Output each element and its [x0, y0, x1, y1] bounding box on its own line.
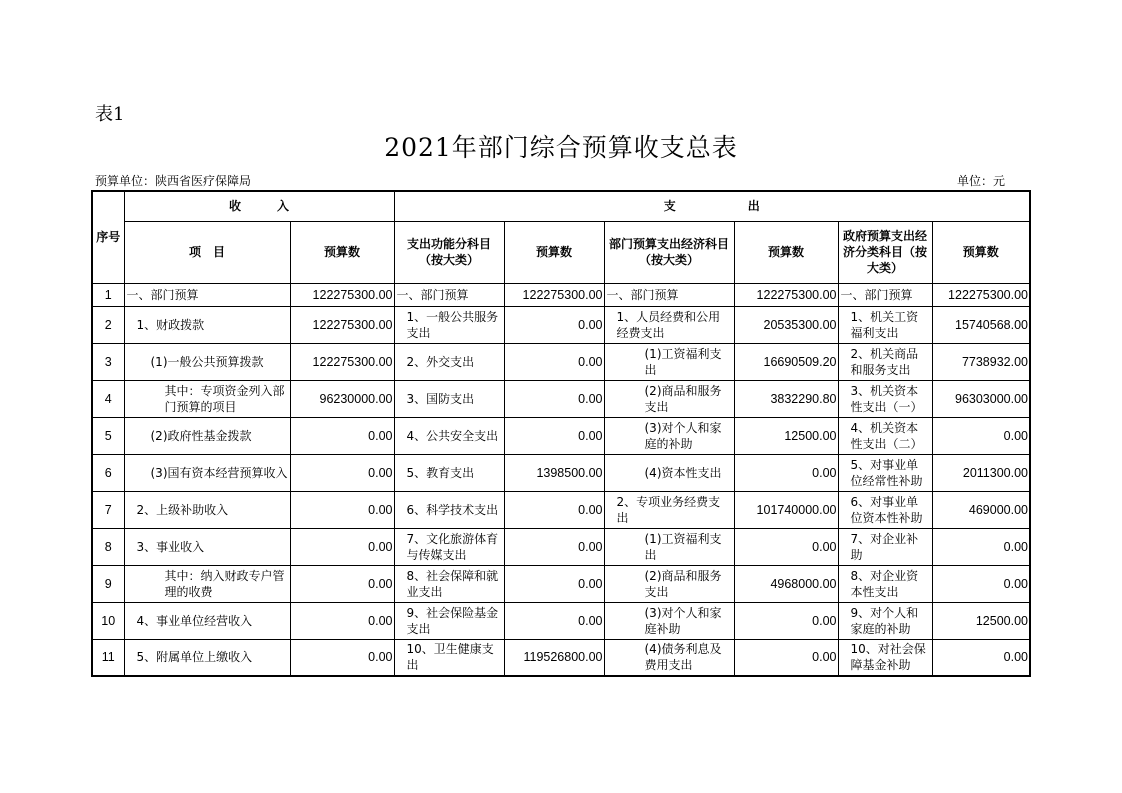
table-row — [92, 380, 1030, 417]
currency-unit: 单位：元 — [957, 174, 1006, 188]
dept-econ-amount: 0.00 — [734, 602, 838, 639]
table-row — [92, 343, 1030, 380]
gov-econ-amount: 0.00 — [932, 639, 1030, 676]
table-row — [92, 565, 1030, 602]
income-amount: 122275300.00 — [290, 283, 394, 306]
income-amount: 0.00 — [290, 454, 394, 491]
function-class-amount: 0.00 — [504, 602, 604, 639]
income-item: 5、附属单位上缴收入 — [124, 639, 290, 676]
budget-unit: 预算单位：陕西省医疗保障局 — [95, 174, 252, 188]
table-row — [92, 283, 1030, 306]
row-seq: 11 — [92, 639, 124, 676]
header-budget-dept: 预算数 — [734, 221, 838, 283]
header-gov-econ: 政府预算支出经济分类科目（按大类） — [838, 221, 932, 283]
dept-econ-amount: 0.00 — [734, 639, 838, 676]
gov-econ-amount: 122275300.00 — [932, 283, 1030, 306]
income-item: 其中：纳入财政专户管理的收费 — [124, 565, 290, 602]
gov-econ-amount: 0.00 — [932, 528, 1030, 565]
gov-econ-item: 7、对企业补助 — [838, 528, 932, 565]
row-seq: 10 — [92, 602, 124, 639]
gov-econ-item: 4、机关资本性支出（二） — [838, 417, 932, 454]
row-seq: 2 — [92, 306, 124, 343]
function-class-item: 一、部门预算 — [394, 283, 504, 306]
row-seq: 9 — [92, 565, 124, 602]
header-item: 项 目 — [124, 221, 290, 283]
income-item: 3、事业收入 — [124, 528, 290, 565]
dept-econ-item: (3)对个人和家庭补助 — [604, 602, 734, 639]
income-amount: 0.00 — [290, 528, 394, 565]
table-row — [92, 528, 1030, 565]
dept-econ-amount: 0.00 — [734, 454, 838, 491]
dept-econ-amount: 16690509.20 — [734, 343, 838, 380]
row-seq: 8 — [92, 528, 124, 565]
function-class-amount: 0.00 — [504, 491, 604, 528]
row-seq: 4 — [92, 380, 124, 417]
row-seq: 3 — [92, 343, 124, 380]
dept-econ-item: (4)资本性支出 — [604, 454, 734, 491]
gov-econ-amount: 96303000.00 — [932, 380, 1030, 417]
dept-econ-amount: 4968000.00 — [734, 565, 838, 602]
table-row — [92, 639, 1030, 676]
row-seq: 1 — [92, 283, 124, 306]
income-amount: 96230000.00 — [290, 380, 394, 417]
gov-econ-item: 2、机关商品和服务支出 — [838, 343, 932, 380]
table-row — [92, 602, 1030, 639]
function-class-amount: 0.00 — [504, 565, 604, 602]
row-seq: 6 — [92, 454, 124, 491]
page-title: 2021年部门综合预算收支总表 — [384, 133, 738, 162]
function-class-amount: 0.00 — [504, 528, 604, 565]
gov-econ-amount: 12500.00 — [932, 602, 1030, 639]
function-class-item: 6、科学技术支出 — [394, 491, 504, 528]
function-class-item: 4、公共安全支出 — [394, 417, 504, 454]
header-budget-func: 预算数 — [504, 221, 604, 283]
income-item: 其中：专项资金列入部门预算的项目 — [124, 380, 290, 417]
dept-econ-item: (2)商品和服务支出 — [604, 380, 734, 417]
header-expense: 支 出 — [394, 191, 1030, 221]
dept-econ-amount: 122275300.00 — [734, 283, 838, 306]
dept-econ-amount: 12500.00 — [734, 417, 838, 454]
header-seq: 序号 — [92, 191, 124, 283]
income-item: 1、财政拨款 — [124, 306, 290, 343]
income-amount: 122275300.00 — [290, 343, 394, 380]
gov-econ-item: 3、机关资本性支出（一） — [838, 380, 932, 417]
table-row — [92, 417, 1030, 454]
header-func-class: 支出功能分科目（按大类） — [394, 221, 504, 283]
dept-econ-item: 一、部门预算 — [604, 283, 734, 306]
header-dept-econ: 部门预算支出经济科目（按大类） — [604, 221, 734, 283]
dept-econ-item: 1、人员经费和公用经费支出 — [604, 306, 734, 343]
function-class-amount: 0.00 — [504, 343, 604, 380]
function-class-amount: 0.00 — [504, 380, 604, 417]
header-income: 收 入 — [124, 191, 394, 221]
function-class-item: 9、社会保险基金支出 — [394, 602, 504, 639]
table-row — [92, 491, 1030, 528]
dept-econ-amount: 101740000.00 — [734, 491, 838, 528]
function-class-item: 1、一般公共服务支出 — [394, 306, 504, 343]
function-class-item: 10、卫生健康支出 — [394, 639, 504, 676]
income-item: (3)国有资本经营预算收入 — [124, 454, 290, 491]
function-class-item: 7、文化旅游体育与传媒支出 — [394, 528, 504, 565]
income-item: 一、部门预算 — [124, 283, 290, 306]
dept-econ-item: (3)对个人和家庭的补助 — [604, 417, 734, 454]
dept-econ-item: (2)商品和服务支出 — [604, 565, 734, 602]
income-amount: 0.00 — [290, 639, 394, 676]
income-amount: 0.00 — [290, 602, 394, 639]
dept-econ-item: (1)工资福利支出 — [604, 343, 734, 380]
gov-econ-item: 10、对社会保障基金补助 — [838, 639, 932, 676]
header-budget-income: 预算数 — [290, 221, 394, 283]
income-amount: 0.00 — [290, 491, 394, 528]
table-number: 表1 — [95, 104, 125, 125]
gov-econ-amount: 469000.00 — [932, 491, 1030, 528]
header-budget-gov: 预算数 — [932, 221, 1030, 283]
gov-econ-item: 1、机关工资福利支出 — [838, 306, 932, 343]
gov-econ-item: 9、对个人和家庭的补助 — [838, 602, 932, 639]
function-class-item: 8、社会保障和就业支出 — [394, 565, 504, 602]
gov-econ-amount: 0.00 — [932, 565, 1030, 602]
gov-econ-amount: 7738932.00 — [932, 343, 1030, 380]
dept-econ-item: (1)工资福利支出 — [604, 528, 734, 565]
function-class-amount: 122275300.00 — [504, 283, 604, 306]
row-seq: 5 — [92, 417, 124, 454]
function-class-item: 5、教育支出 — [394, 454, 504, 491]
gov-econ-item: 8、对企业资本性支出 — [838, 565, 932, 602]
income-item: (2)政府性基金拨款 — [124, 417, 290, 454]
dept-econ-item: (4)债务利息及费用支出 — [604, 639, 734, 676]
gov-econ-amount: 15740568.00 — [932, 306, 1030, 343]
gov-econ-item: 5、对事业单位经常性补助 — [838, 454, 932, 491]
gov-econ-item: 一、部门预算 — [838, 283, 932, 306]
function-class-amount: 0.00 — [504, 417, 604, 454]
budget-table — [91, 190, 1031, 677]
dept-econ-amount: 20535300.00 — [734, 306, 838, 343]
dept-econ-item: 2、专项业务经费支出 — [604, 491, 734, 528]
function-class-amount: 0.00 — [504, 306, 604, 343]
function-class-item: 3、国防支出 — [394, 380, 504, 417]
dept-econ-amount: 3832290.80 — [734, 380, 838, 417]
function-class-amount: 119526800.00 — [504, 639, 604, 676]
function-class-item: 2、外交支出 — [394, 343, 504, 380]
table-row — [92, 306, 1030, 343]
income-amount: 0.00 — [290, 417, 394, 454]
income-item: (1)一般公共预算拨款 — [124, 343, 290, 380]
income-item: 2、上级补助收入 — [124, 491, 290, 528]
row-seq: 7 — [92, 491, 124, 528]
dept-econ-amount: 0.00 — [734, 528, 838, 565]
gov-econ-amount: 2011300.00 — [932, 454, 1030, 491]
gov-econ-amount: 0.00 — [932, 417, 1030, 454]
income-amount: 122275300.00 — [290, 306, 394, 343]
table-row — [92, 454, 1030, 491]
income-item: 4、事业单位经营收入 — [124, 602, 290, 639]
income-amount: 0.00 — [290, 565, 394, 602]
gov-econ-item: 6、对事业单位资本性补助 — [838, 491, 932, 528]
function-class-amount: 1398500.00 — [504, 454, 604, 491]
